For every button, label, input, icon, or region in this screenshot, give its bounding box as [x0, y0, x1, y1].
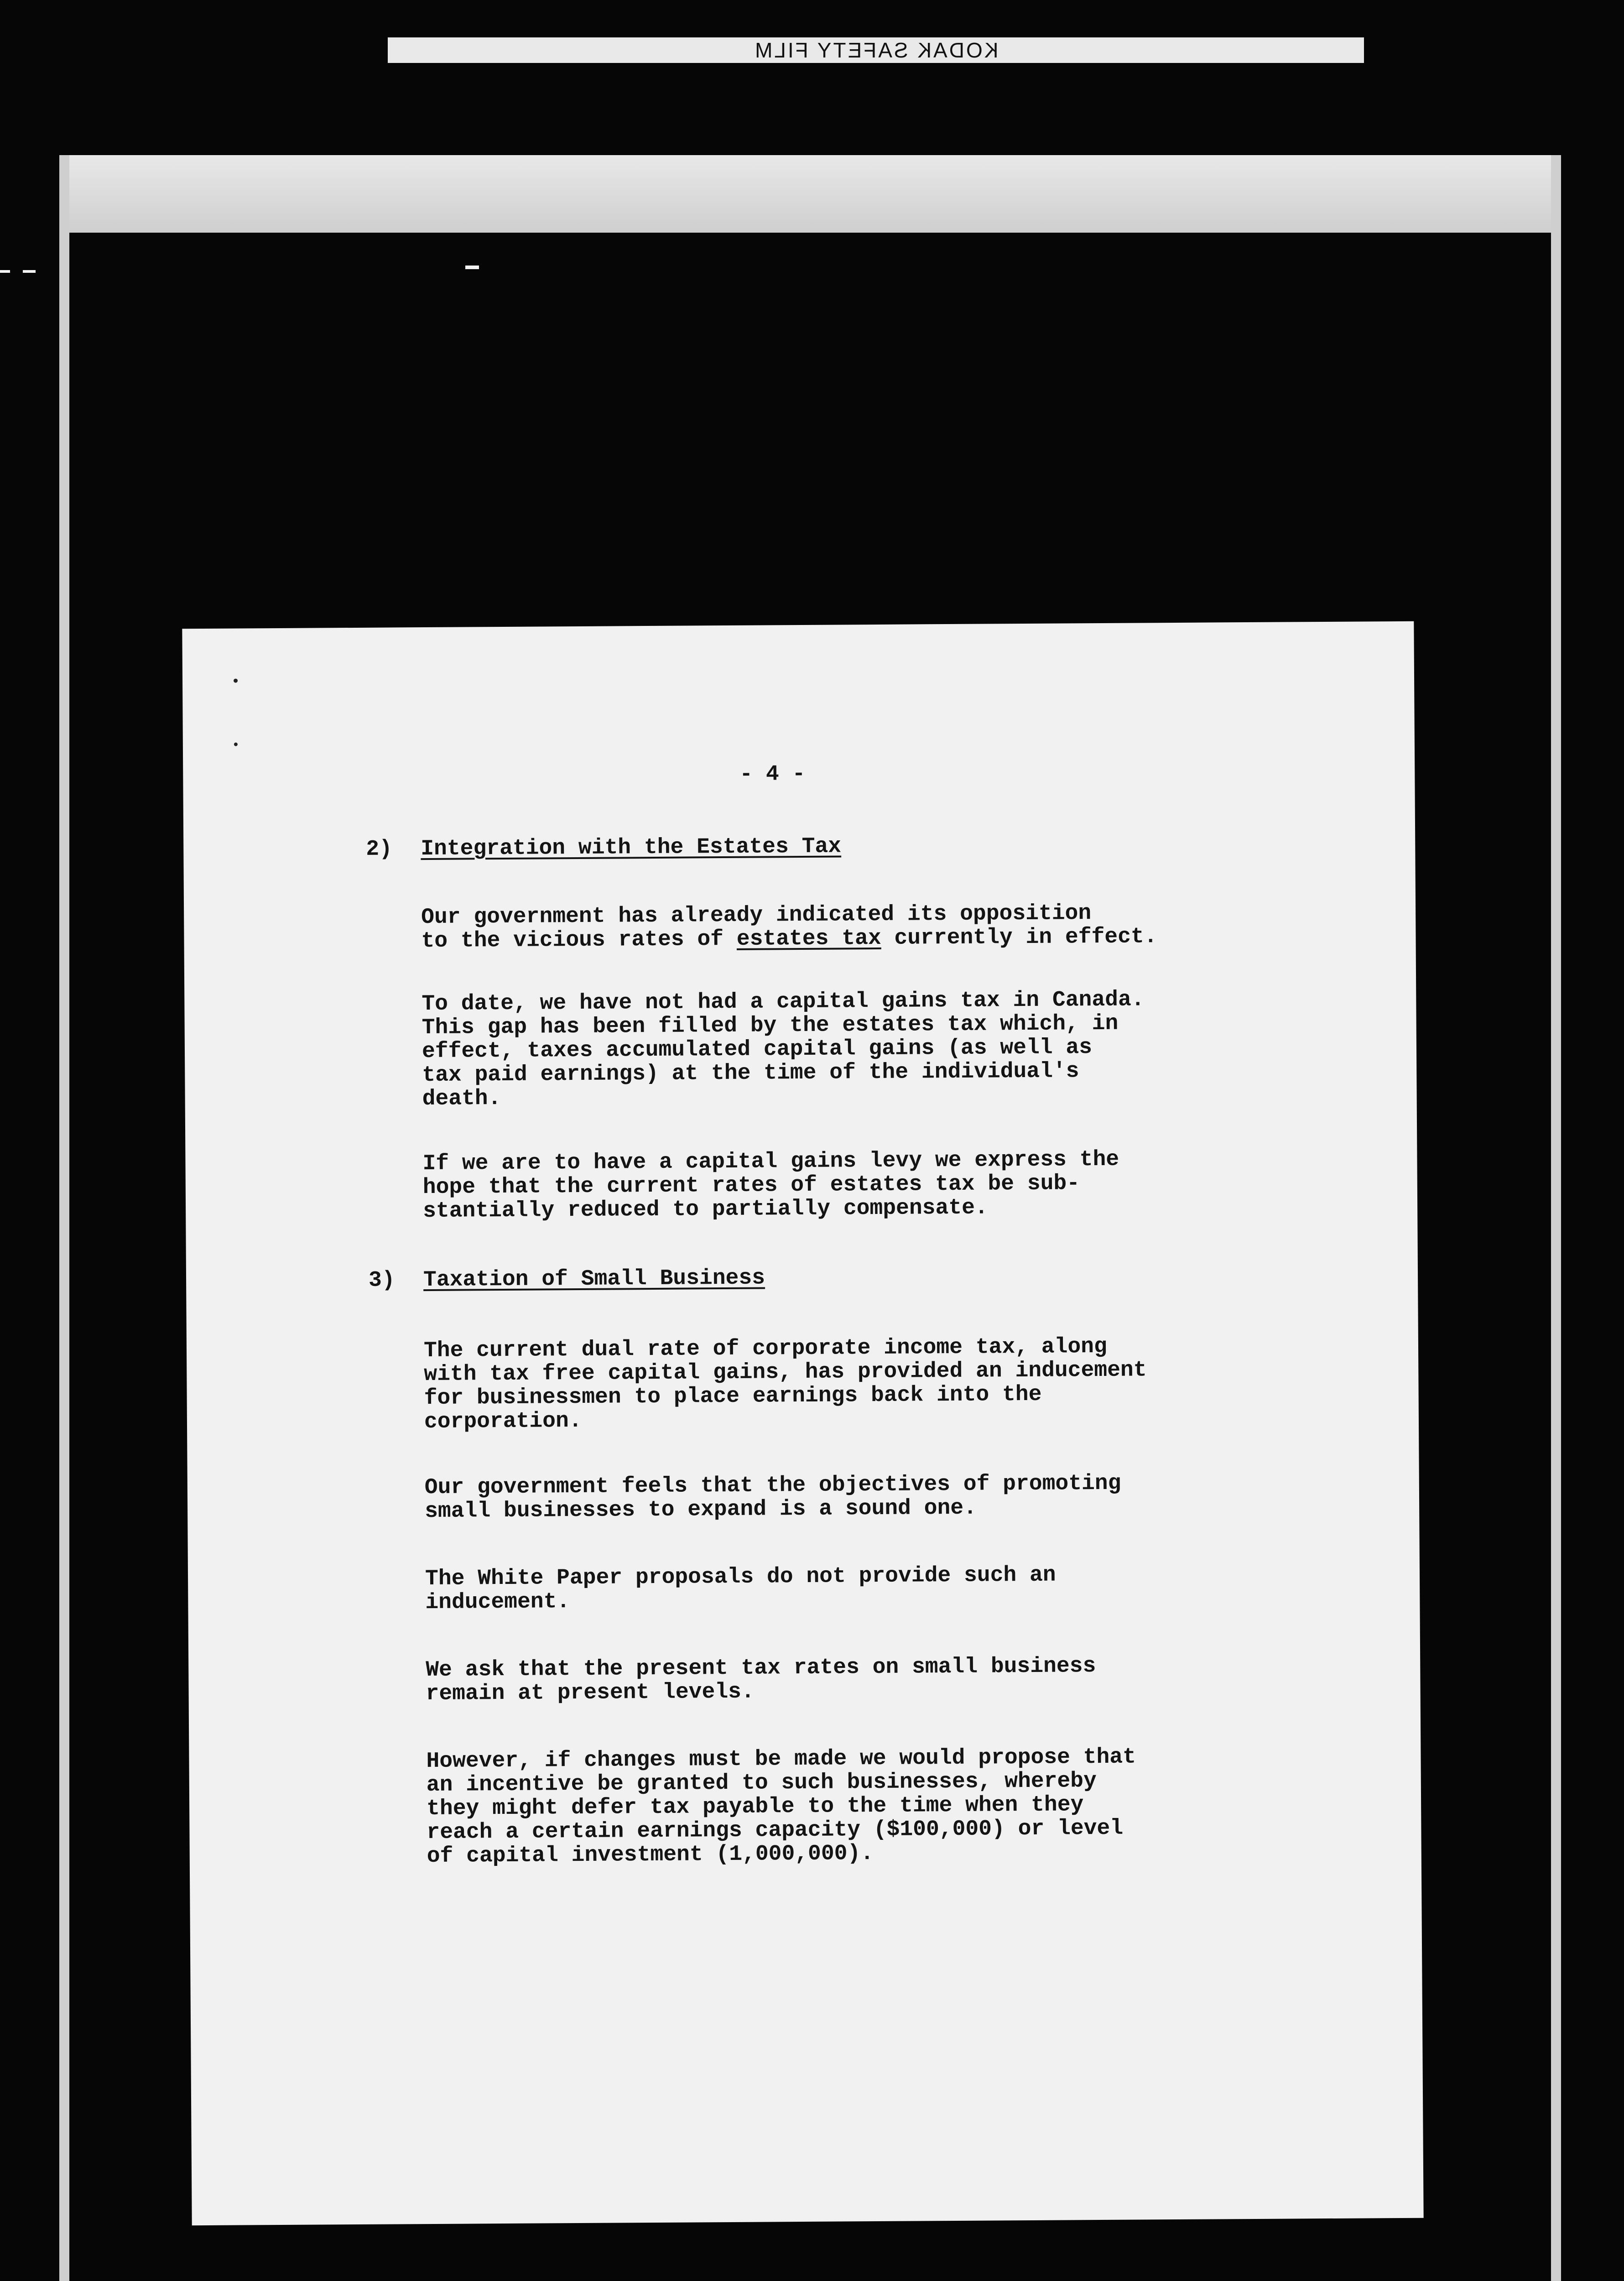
page-number: - 4 - [739, 761, 806, 787]
section-title: Integration with the Estates Tax [421, 834, 842, 862]
edge-scratch [0, 270, 10, 273]
section-title: Taxation of Small Business [423, 1265, 765, 1293]
film-top-border [59, 155, 1560, 233]
paragraph: We ask that the present tax rates on small business remain at present levels. [426, 1654, 1096, 1707]
section-number: 3) [368, 1268, 395, 1293]
page-speck [234, 679, 238, 683]
edge-scratch [23, 270, 36, 273]
film-edge-label [388, 37, 1364, 63]
film-right-border [1551, 155, 1561, 2281]
paragraph: If we are to have a capital gains levy we express the hope that the current rates of estates tax be sub- stantially reduced to partially compensate. [422, 1147, 1119, 1224]
section-number: 2) [366, 837, 393, 862]
paragraph: The current dual rate of corporate income tax, along with tax free capital gains, has provided an inducement for businessmen to place earnings back into the corporation. [423, 1334, 1147, 1435]
document-page [182, 621, 1423, 2225]
film-edge-text: KODAK SAFETY FILM [753, 38, 999, 62]
paragraph [421, 901, 1157, 953]
paragraph-text: Our government has already indicated its opposition to the vicious rates of [421, 901, 1092, 954]
paragraph: To date, we have not had a capital gains tax in Canada. This gap has been filled by the estates tax which, in effect, taxes accumulated capital gains (as well as tax paid earnings) at the time of the individual's death. [422, 987, 1145, 1112]
paragraph-text: currently in effect. [881, 924, 1157, 951]
underlined-term: estates tax [736, 926, 881, 952]
paragraph: However, if changes must be made we would propose that an incentive be granted to such businesses, whereby they might defer tax payable to the time when they reach a certain earnings capacity ($100,000) or level of capital investment (1,000,000). [426, 1745, 1136, 1869]
edge-scratch [465, 266, 479, 269]
film-left-border [59, 155, 69, 2281]
paragraph: Our government feels that the objectives of promoting small businesses to expand is a sound one. [424, 1471, 1121, 1524]
paragraph: The White Paper proposals do not provide such an inducement. [425, 1562, 1056, 1615]
section-heading [366, 834, 841, 861]
page-speck [234, 743, 238, 746]
section-heading [369, 1266, 765, 1292]
